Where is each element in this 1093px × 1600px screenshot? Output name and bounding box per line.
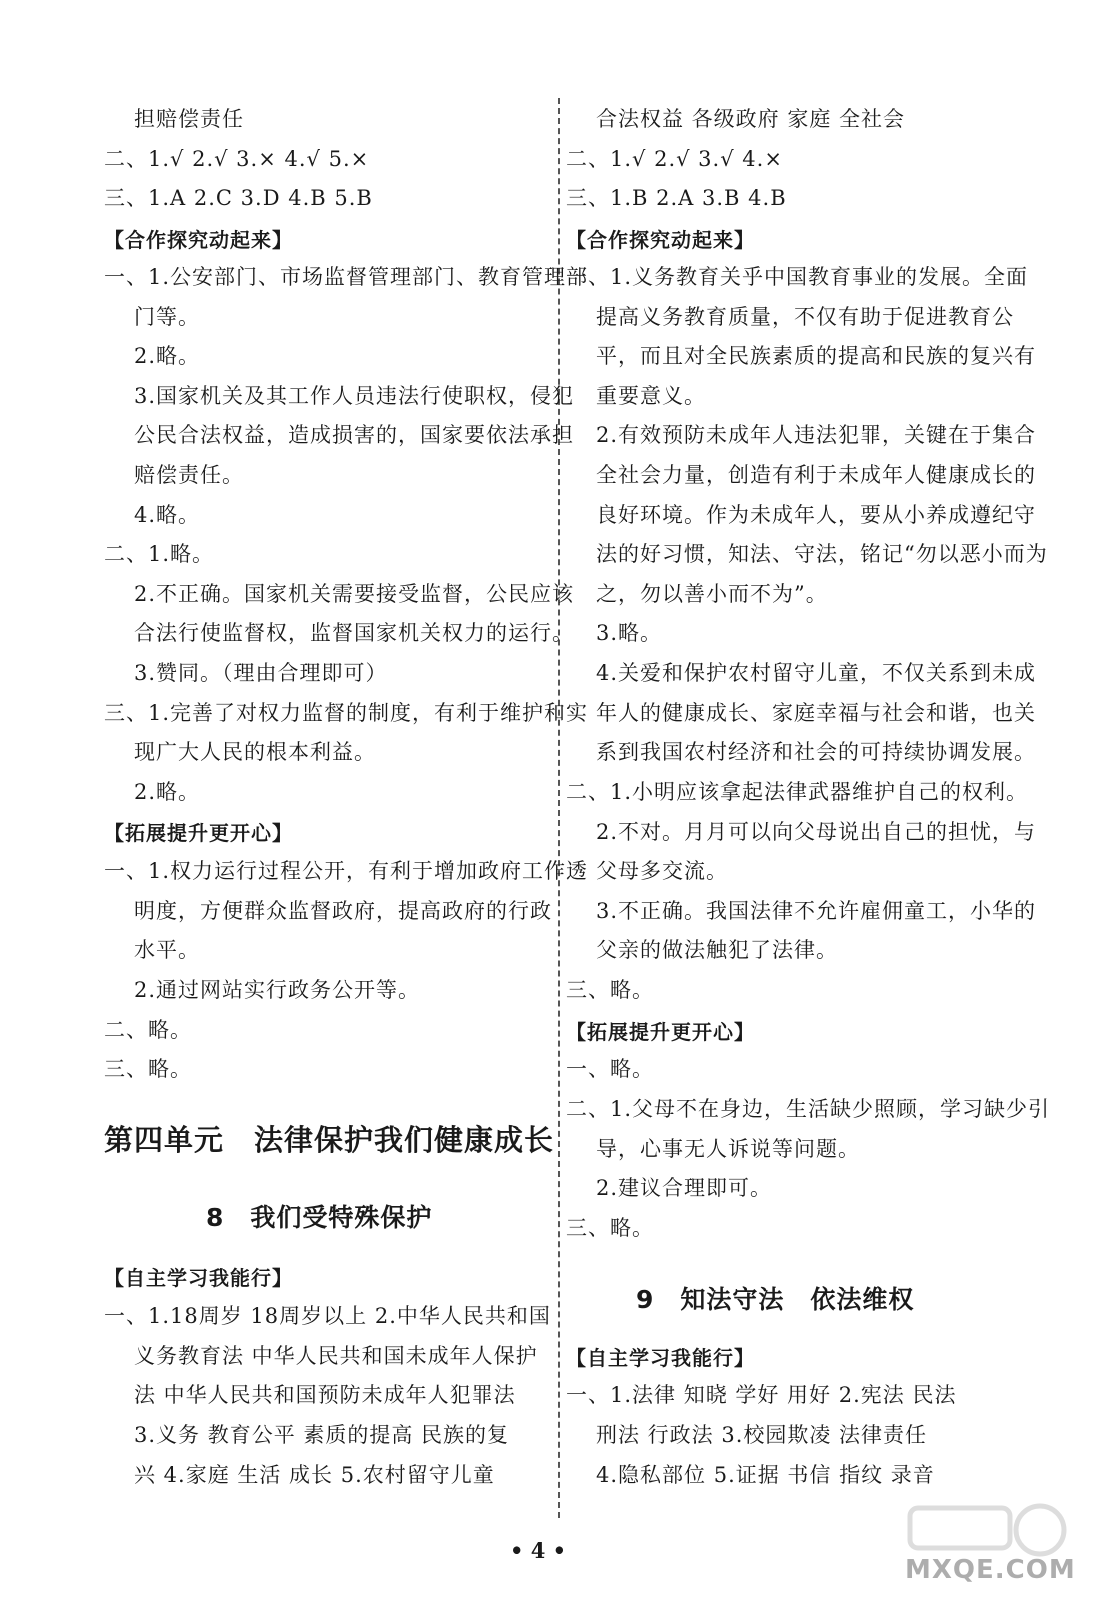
section-heading: 【拓展提升更开心】 xyxy=(104,821,293,845)
answer-line: 平，而且对全民族素质的提高和民族的复兴有 xyxy=(596,344,1036,368)
answer-line: 法 中华人民共和国预防未成年人犯罪法 xyxy=(134,1383,516,1407)
answer-line: 3.义务 教育公平 素质的提高 民族的复 xyxy=(134,1423,510,1447)
answer-line: 导，心事无人诉说等问题。 xyxy=(596,1137,860,1161)
answer-line: 赔偿责任。 xyxy=(134,463,244,487)
answer-line: 3.赞同。（理由合理即可） xyxy=(134,661,388,685)
answer-line: 2.建议合理即可。 xyxy=(596,1176,773,1200)
answer-line: 二、1.√ 2.√ 3.√ 4.× xyxy=(566,147,783,171)
answer-line: 公民合法权益，造成损害的，国家要依法承担 xyxy=(134,423,574,447)
answer-line: 父母多交流。 xyxy=(596,859,728,883)
answer-line: 3.国家机关及其工作人员违法行使职权，侵犯 xyxy=(134,384,575,408)
answer-line: 2.不对。月月可以向父母说出自己的担忧，与 xyxy=(596,820,1037,844)
section-heading: 【合作探究动起来】 xyxy=(104,228,293,252)
answer-line: 三、略。 xyxy=(104,1057,192,1081)
answer-line: 三、略。 xyxy=(566,1216,654,1240)
answer-line: 一、1.法律 知晓 学好 用好 2.宪法 民法 xyxy=(566,1383,957,1407)
lesson-9-title: 9 知法守法 依法维权 xyxy=(636,1285,915,1314)
answer-line: 一、1.权力运行过程公开，有利于增加政府工作透 xyxy=(104,859,589,883)
answer-line: 二、1.√ 2.√ 3.× 4.√ 5.× xyxy=(104,147,370,171)
answer-line: 门等。 xyxy=(134,305,200,329)
answer-line: 一、1.18周岁 18周岁以上 2.中华人民共和国 xyxy=(104,1304,551,1328)
answer-line: 一、略。 xyxy=(566,1057,654,1081)
section-heading: 【拓展提升更开心】 xyxy=(566,1020,755,1044)
section-heading: 【合作探究动起来】 xyxy=(566,228,755,252)
answer-line: 全社会力量，创造有利于未成年人健康成长的 xyxy=(596,463,1036,487)
answer-line: 二、1.父母不在身边，生活缺少照顾，学习缺少引 xyxy=(566,1097,1051,1121)
answer-line: 之，勿以善小而不为”。 xyxy=(596,582,828,606)
answer-line: 4.略。 xyxy=(134,503,201,527)
answer-line: 二、1.略。 xyxy=(104,542,215,566)
answer-line: 三、1.A 2.C 3.D 4.B 5.B xyxy=(104,186,373,210)
section-heading: 【自主学习我能行】 xyxy=(566,1346,755,1370)
answer-line: 2.有效预防未成年人违法犯罪，关键在于集合 xyxy=(596,423,1037,447)
answer-line: 担赔偿责任 xyxy=(134,107,244,131)
answer-line: 合法权益 各级政府 家庭 全社会 xyxy=(596,107,906,131)
answer-line: 2.略。 xyxy=(134,344,201,368)
answer-line: 刑法 行政法 3.校园欺凌 法律责任 xyxy=(596,1423,928,1447)
answer-line: 系到我国农村经济和社会的可持续协调发展。 xyxy=(596,740,1036,764)
answer-line: 三、略。 xyxy=(566,978,654,1002)
answer-line: 一、1.义务教育关乎中国教育事业的发展。全面 xyxy=(566,265,1029,289)
answer-line: 三、1.B 2.A 3.B 4.B xyxy=(566,186,787,210)
answer-line: 义务教育法 中华人民共和国未成年人保护 xyxy=(134,1344,538,1368)
answer-line: 合法行使监督权，监督国家机关权力的运行。 xyxy=(134,621,574,645)
answer-line: 父亲的做法触犯了法律。 xyxy=(596,938,838,962)
lesson-8-title: 8 我们受特殊保护 xyxy=(206,1203,433,1232)
answer-line: 三、1.完善了对权力监督的制度，有利于维护和实 xyxy=(104,701,589,725)
answer-line: 重要意义。 xyxy=(596,384,706,408)
column-divider xyxy=(558,98,560,1518)
answer-line: 4.关爱和保护农村留守儿童，不仅关系到未成 xyxy=(596,661,1037,685)
page-number: • 4 • xyxy=(510,1538,567,1563)
answer-line: 3.不正确。我国法律不允许雇佣童工，小华的 xyxy=(596,899,1037,923)
watermark-text: MXQE.COM xyxy=(905,1555,1076,1585)
answer-line: 年人的健康成长、家庭幸福与社会和谐，也关 xyxy=(596,701,1036,725)
answer-line: 水平。 xyxy=(134,938,200,962)
answer-line: 明度，方便群众监督政府，提高政府的行政 xyxy=(134,899,552,923)
answer-line: 提高义务教育质量，不仅有助于促进教育公 xyxy=(596,305,1014,329)
section-heading: 【自主学习我能行】 xyxy=(104,1266,293,1290)
answer-line: 一、1.公安部门、市场监督管理部门、教育管理部 xyxy=(104,265,589,289)
answer-line: 2.略。 xyxy=(134,780,201,804)
answer-line: 良好环境。作为未成年人，要从小养成遵纪守 xyxy=(596,503,1036,527)
unit-title: 第四单元 法律保护我们健康成长 xyxy=(104,1123,555,1157)
answer-line: 二、略。 xyxy=(104,1018,192,1042)
answer-line: 现广大人民的根本利益。 xyxy=(134,740,376,764)
answer-line: 法的好习惯，知法、守法，铭记“勿以恶小而为 xyxy=(596,542,1048,566)
answer-line: 二、1.小明应该拿起法律武器维护自己的权利。 xyxy=(566,780,1029,804)
answer-line: 4.隐私部位 5.证据 书信 指纹 录音 xyxy=(596,1463,935,1487)
answer-line: 3.略。 xyxy=(596,621,663,645)
answer-line: 兴 4.家庭 生活 成长 5.农村留守儿童 xyxy=(134,1463,495,1487)
answer-line: 2.不正确。国家机关需要接受监督，公民应该 xyxy=(134,582,575,606)
answer-line: 2.通过网站实行政务公开等。 xyxy=(134,978,421,1002)
